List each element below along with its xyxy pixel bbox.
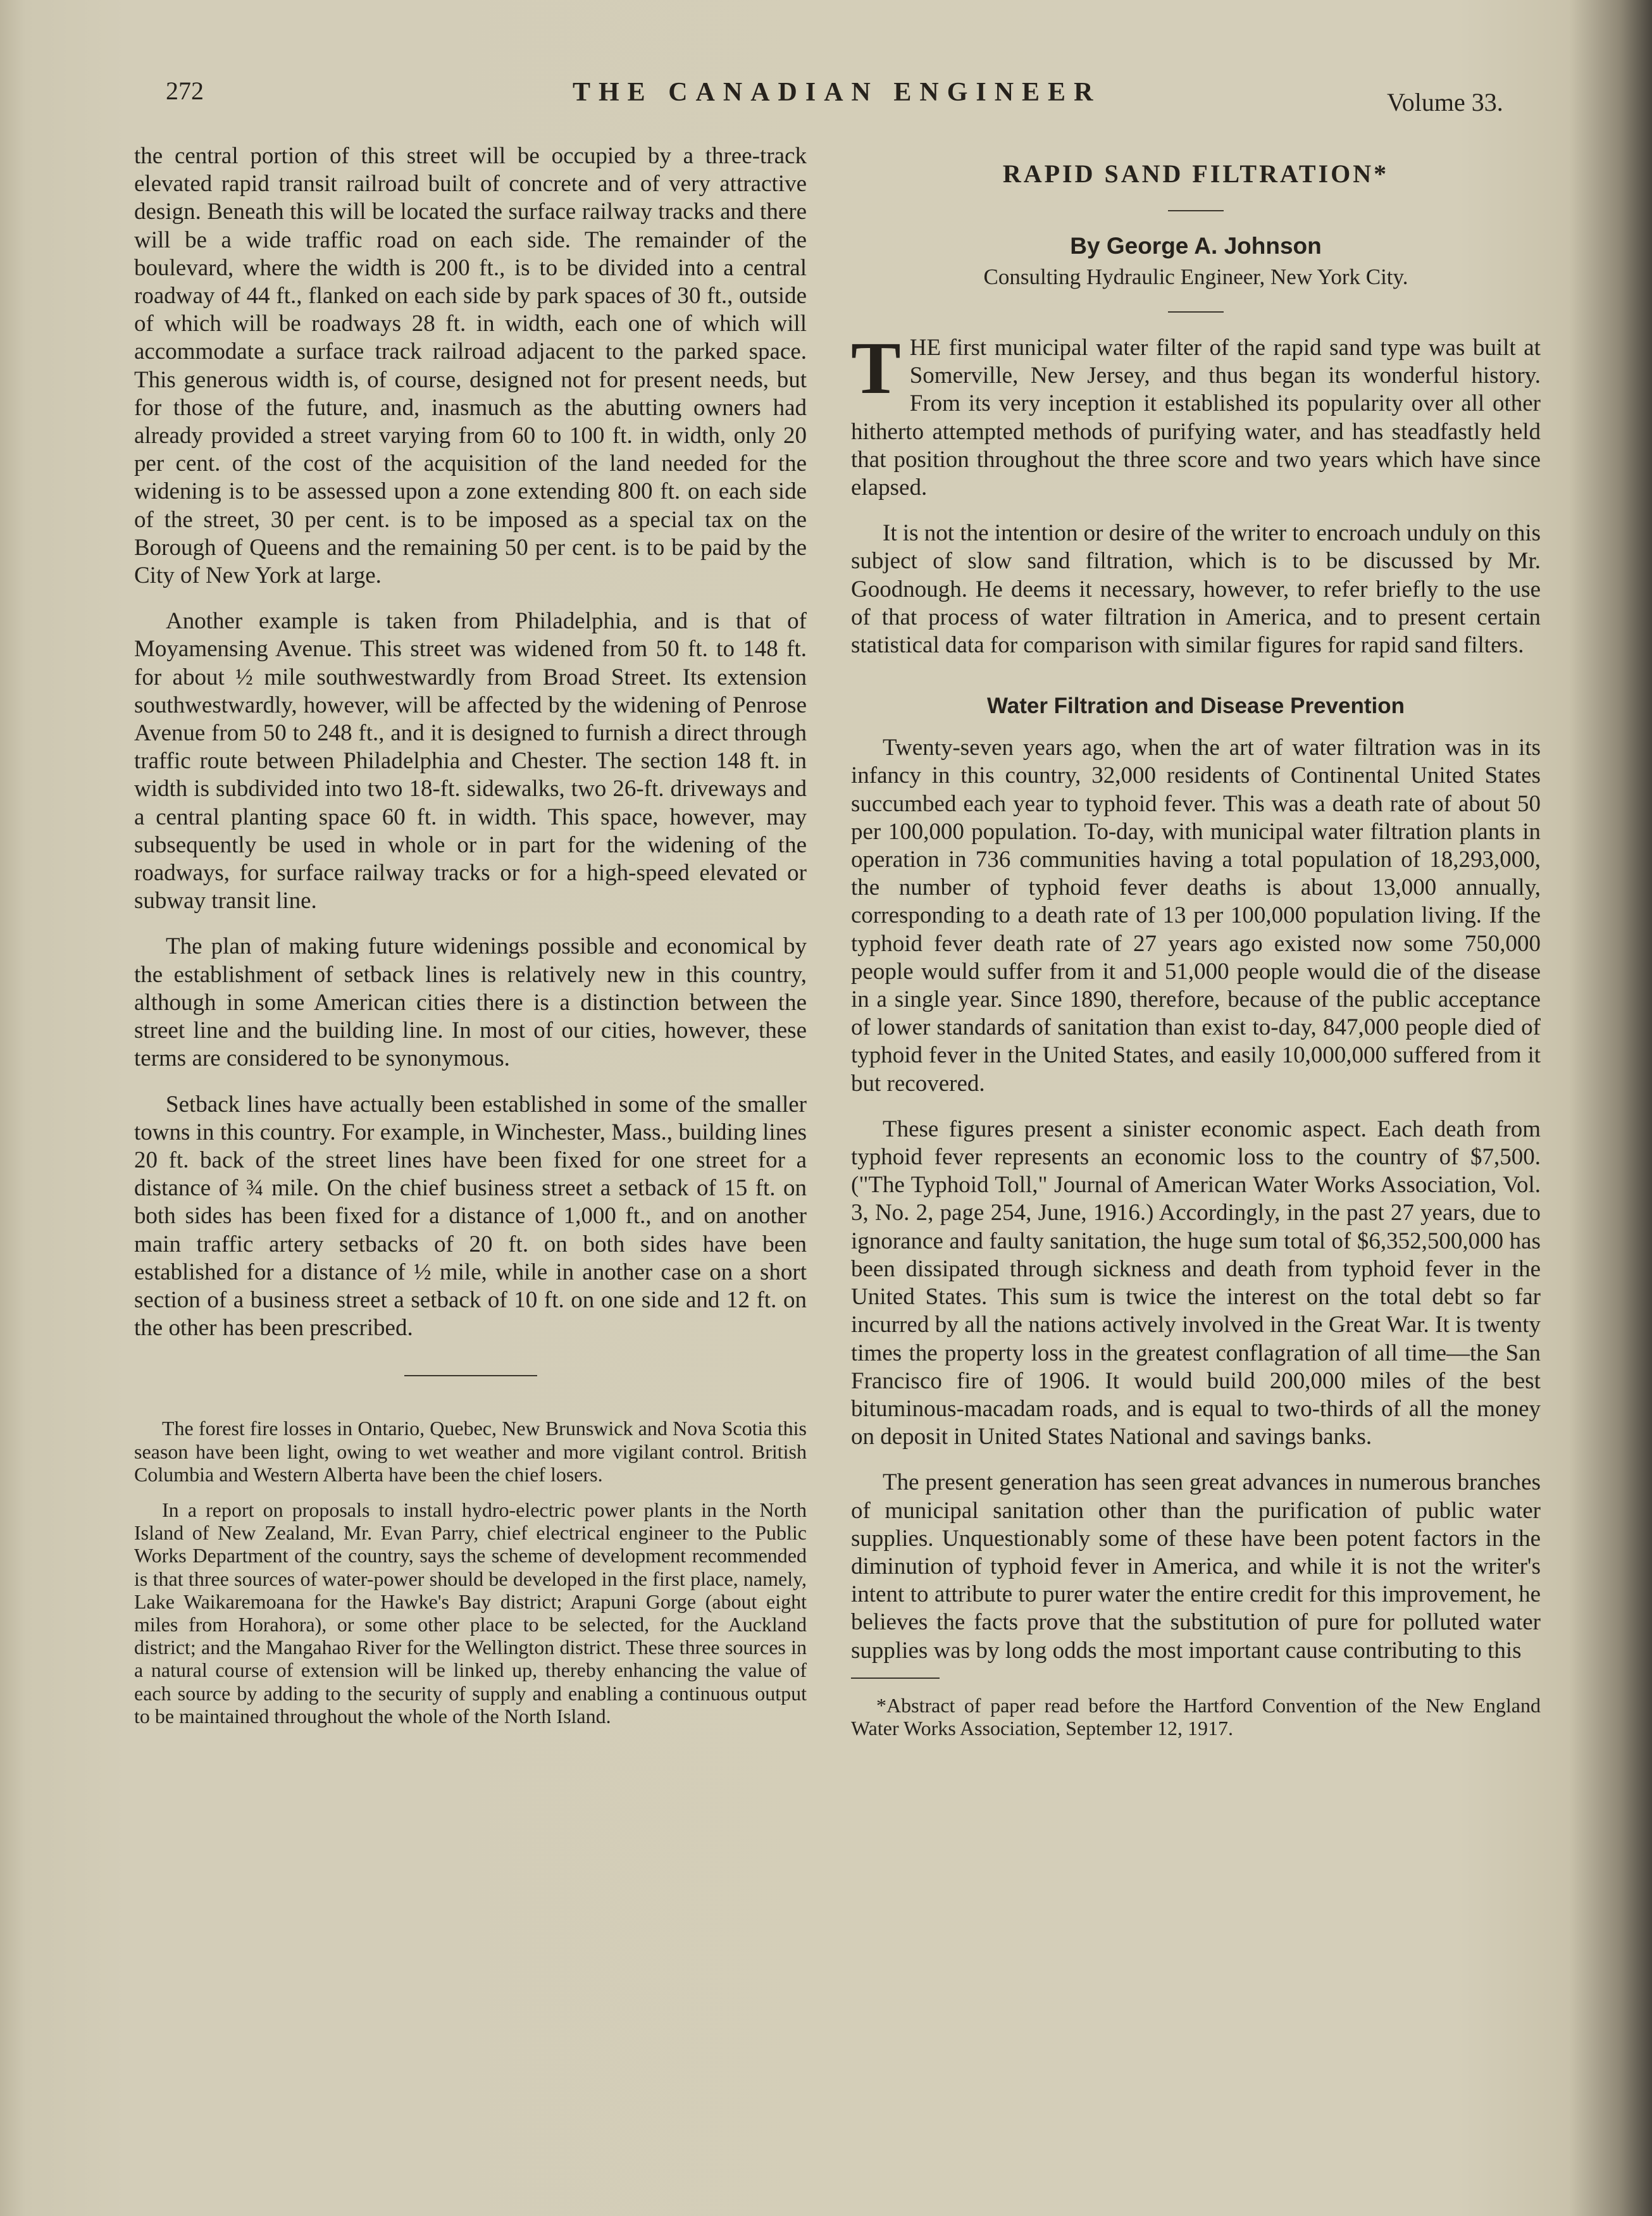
footnote-rule	[851, 1678, 940, 1679]
paragraph-text: HE first municipal water filter of the rapid sand type was built at Somerville, New Jersey, and thus began its wonderful history. From its very inception it established its popularity over all other hitherto attempted methods of purifying water, and has steadfastly held that position throughout the three score and two years which have since elapsed.	[851, 335, 1541, 501]
right-column	[851, 142, 1541, 1740]
page-number: 272	[166, 77, 204, 105]
page-header	[0, 71, 1652, 121]
paragraph: the central portion of this street will be occupied by a three-track elevated rapid transit railroad built of concrete and of very attractive design. Beneath this will be located the surface railway tracks and there will be a wide traffic road on each side. The remainder of the boulevard, where the width is 200 ft., is to be divided into a central roadway of 44 ft., flanked on each side by park spaces of 30 ft., outside of which will be roadways 28 ft. in width, each one of which will accommodate a surface track railroad adjacent to the parked space. This generous width is, of course, designed not for present needs, but for those of the future, and, inasmuch as the abutting owners had already provided a street varying from 60 to 100 ft. in width, only 20 per cent. of the cost of the acquisition of the land needed for the widening is to be assessed upon a zone extending 800 ft. on each side of the street, 30 per cent. is to be imposed as a special tax on the Borough of Queens and the remaining 50 per cent. is to be paid by the City of New York at large.	[134, 143, 807, 589]
title-rule	[1168, 210, 1224, 211]
paragraph: Another example is taken from Philadelphia, and is that of Moyamensing Avenue. This street was widened from 50 ft. to 148 ft. for about ½ mile southwestwardly from Broad Street. Its extension southwestwardly, however, will be affected by the widening of Penrose Avenue from 50 to 248 ft., and it is designed to furnish a direct through traffic route between Philadelphia and Chester. The section 148 ft. in width is subdivided into two 18-ft. sidewalks, two 26-ft. driveways and a central planting space 60 ft. in width. This space, however, may subsequently be used in whole or in part for the widening of the roadways, for surface railway tracks or for a high-speed elevated or subway transit line.	[134, 608, 807, 914]
author-affiliation: Consulting Hydraulic Engineer, New York City.	[983, 265, 1408, 289]
paragraph: It is not the intention or desire of the writer to encroach unduly on this subject of slow sand filtration, which is to be discussed by Mr. Goodnough. He deems it necessary, however, to refer briefly to the use of that process of water filtration in America, and to present certain statistical data for comparison with similar figures for rapid sand filters.	[851, 520, 1541, 659]
paragraph: Setback lines have actually been established in some of the smaller towns in this country. For example, in Winchester, Mass., building lines 20 ft. back of the street lines have been fixed for one street for a distance of ¾ mile. On the chief business street a setback of 15 ft. on both sides has been fixed for a distance of 1,000 ft., and on another main traffic artery setbacks of 20 ft. on both sides have been established for a distance of ½ mile, while in another case on a short section of a business street a setback of 10 ft. on one side and 12 ft. on the other has been prescribed.	[134, 1091, 807, 1341]
volume-label: Volume 33.	[1387, 88, 1503, 116]
paragraph: The present generation has seen great advances in numerous branches of municipal sanitation other than the purification of public water supplies. Unquestionably some of these have been potent factors in the diminution of typhoid fever in America, and while it is not the writer's intent to attribute to purer water the entire credit for this improvement, he believes the facts prove that the substitution of pure for polluted water supplies was by long odds the most important cause contributing to this	[851, 1469, 1541, 1664]
journal-title: THE CANADIAN ENGINEER	[573, 78, 1102, 107]
paragraph: The plan of making future widenings possible and economical by the establishment of setback lines is relatively new in this country, although in some American cities there is a distinction between the street line and the building line. In most of our cities, however, these terms are considered to be synonymous.	[134, 933, 807, 1072]
byline-rule	[1168, 311, 1224, 313]
news-note: In a report on proposals to install hydro-electric power plants in the North Island of New Zealand, Mr. Evan Parry, chief electrical engineer to the Public Works Department of the country, says the scheme of development recommended is that three sources of water-power should be developed in the first place, namely, Lake Waikaremoana for the Hawke's Bay district; Arapuni Gorge (about eight miles from Horahora), or some other place to be selected, for the Auckland district; and the Mangahao River for the Wellington district. These three sources in a natural course of extension will be linked up, thereby enhancing the value of each source by adding to the security of supply and enabling a continuous output to be maintained throughout the whole of the North Island.	[134, 1498, 807, 1727]
drop-cap: T	[851, 327, 901, 409]
section-heading: Water Filtration and Disease Prevention	[987, 694, 1405, 719]
left-column	[134, 142, 807, 1727]
article-title: RAPID SAND FILTRATION*	[1002, 159, 1389, 188]
section-divider	[404, 1375, 537, 1376]
news-note: The forest fire losses in Ontario, Quebec, New Brunswick and Nova Scotia this season have been light, owing to wet weather and more vigilant control. British Columbia and Western Alberta have been the chief losers.	[134, 1417, 807, 1486]
paragraph: These figures present a sinister economic aspect. Each death from typhoid fever represents an economic loss to the country of $7,500. ("The Typhoid Toll," Journal of American Water Works Association, Vol. 3, No. 2, page 254, June, 1916.) Accordingly, in the past 27 years, due to ignorance and faulty sanitation, the huge sum total of $6,352,500,000 has been dissipated through sickness and death from typhoid fever in the United States. This sum is twice the interest on the total debt so far incurred by all the nations actively involved in the Great War. It is twenty times the property loss in the greatest conflagration of all time—the San Francisco fire of 1906. It would build 200,000 miles of the best bituminous-macadam roads, and is equal to two-thirds of all the money on deposit in United States National and savings banks.	[851, 1116, 1541, 1450]
footnote: *Abstract of paper read before the Hartford Convention of the New England Water Works Association, September 12, 1917.	[851, 1693, 1541, 1740]
paragraph: Twenty-seven years ago, when the art of water filtration was in its infancy in this country, 32,000 residents of Continental United States succumbed each year to typhoid fever. This was a death rate of about 50 per 100,000 population. To-day, with municipal water filtration plants in operation in 736 communities having a total population of 18,293,000, the number of typhoid fever deaths is about 13,000 annually, corresponding to a death rate of 13 per 100,000 population living. If the typhoid fever death rate of 27 years ago existed now some 750,000 people would suffer from it and 51,000 people would die of the disease in a single year. Since 1890, therefore, because of the public acceptance of lower standards of sanitation than exist to-day, 847,000 people died of typhoid fever in the United States, and easily 10,000,000 suffered from it but recovered.	[851, 735, 1541, 1097]
article-byline: By George A. Johnson	[1070, 233, 1322, 259]
paragraph	[851, 327, 1541, 502]
